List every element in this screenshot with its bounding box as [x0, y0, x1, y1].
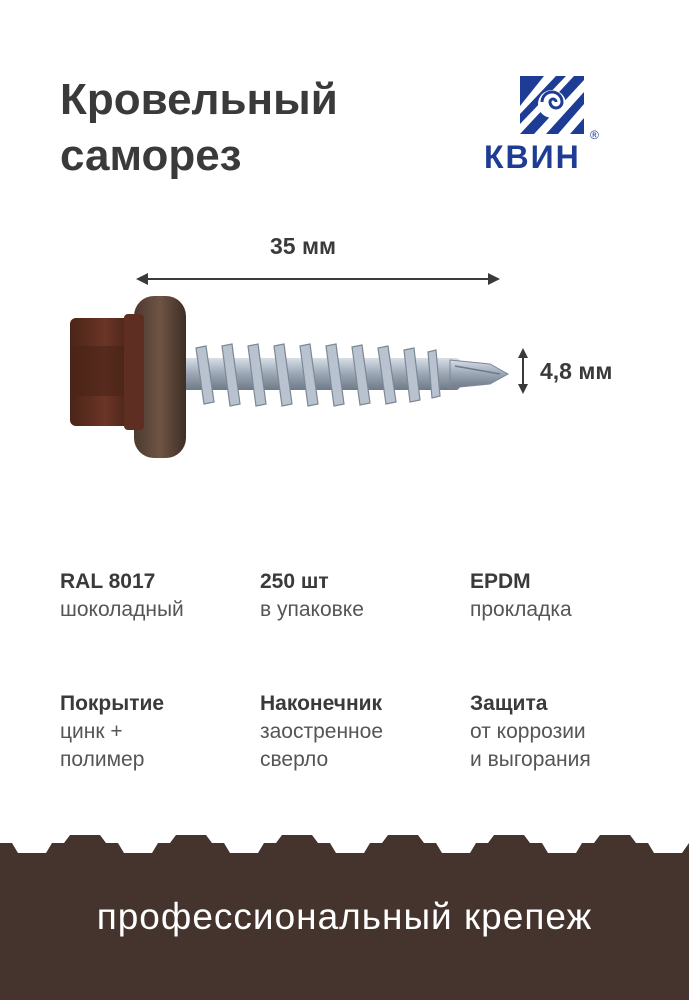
- spec-tip-heading: Наконечник: [260, 692, 383, 715]
- length-arrow: [136, 273, 500, 285]
- spec-quantity-heading: 250 шт: [260, 570, 329, 593]
- spec-gasket-line-1: прокладка: [470, 598, 572, 621]
- spec-tip-line-1: заостренное: [260, 720, 384, 743]
- spec-gasket: [470, 568, 572, 624]
- length-label: 35 мм: [270, 233, 337, 259]
- spec-ral-heading: RAL 8017: [60, 570, 156, 593]
- logo-text: КВИН: [484, 139, 581, 175]
- spec-coating-line-1: цинк +: [60, 720, 123, 743]
- spec-coating: [60, 690, 164, 774]
- spec-gasket-heading: EPDM: [470, 570, 531, 593]
- spec-protection-heading: Защита: [470, 692, 548, 715]
- spec-ral: [60, 568, 184, 624]
- diameter-arrow: [518, 348, 528, 394]
- spec-quantity: [260, 568, 364, 624]
- footer-text: профессиональный крепеж: [96, 896, 593, 937]
- spec-protection: [470, 690, 591, 774]
- spec-tip: [260, 690, 383, 774]
- spec-protection-line-1: от коррозии: [470, 720, 586, 743]
- diameter-label: 4,8 мм: [540, 358, 613, 384]
- title-line-2: саморез: [60, 131, 242, 180]
- registered-mark: ®: [590, 128, 599, 142]
- spec-tip-line-2: сверло: [260, 748, 329, 771]
- title-line-1: Кровельный: [60, 75, 338, 124]
- spec-coating-line-2: полимер: [60, 748, 145, 771]
- spec-protection-line-2: и выгорания: [470, 748, 591, 771]
- spec-quantity-line-1: в упаковке: [260, 598, 364, 621]
- spec-coating-heading: Покрытие: [60, 692, 165, 715]
- spec-ral-line-1: шоколадный: [60, 598, 184, 621]
